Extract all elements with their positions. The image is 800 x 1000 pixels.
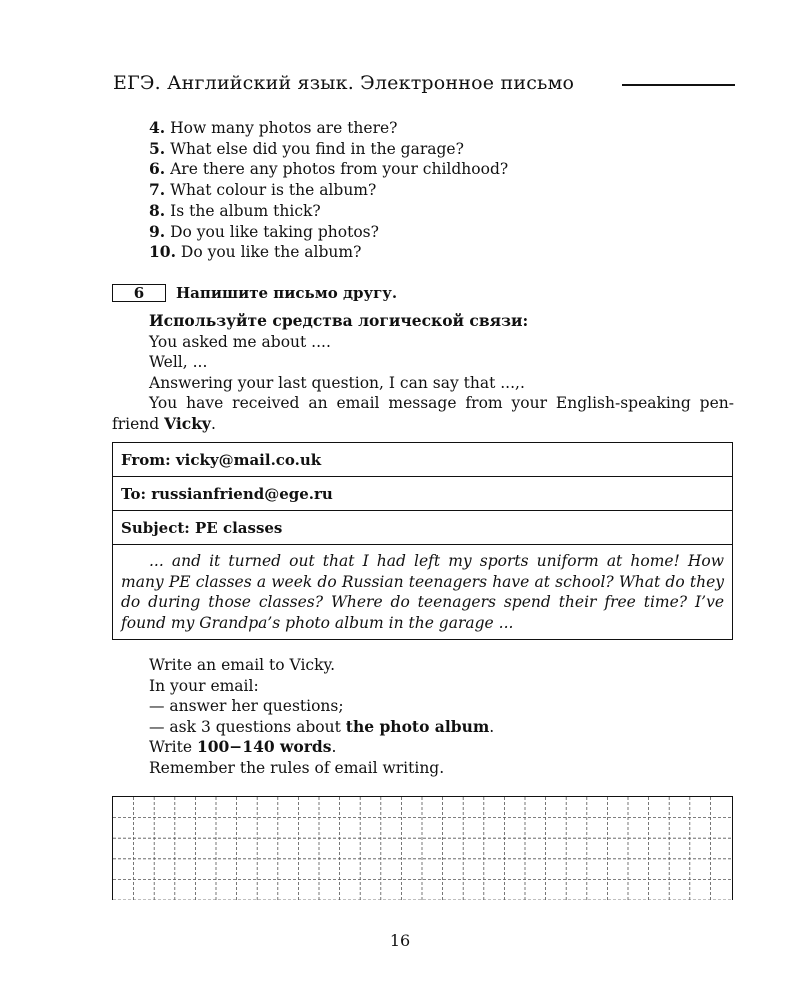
instruction-line: Remember the rules of email writing. bbox=[149, 758, 445, 777]
instruction-bold: 100−140 words bbox=[196, 737, 332, 757]
question-text: How many photos are there? bbox=[165, 119, 398, 137]
connector-line: Answering your last question, I can say that ...,. bbox=[149, 373, 525, 392]
instruction-text: . bbox=[489, 717, 495, 736]
intro-end: . bbox=[210, 414, 216, 433]
instruction-text: Write bbox=[149, 738, 197, 757]
instruction-line: — answer her questions; bbox=[149, 697, 344, 716]
instruction-line bbox=[149, 717, 494, 738]
task-title: Напишите письмо другу. bbox=[176, 284, 398, 302]
question-text: What else did you find in the garage? bbox=[165, 139, 464, 158]
question-item bbox=[149, 139, 508, 160]
question-number: 10. bbox=[149, 242, 176, 262]
task-number-box: 6 bbox=[112, 284, 166, 302]
question-item bbox=[149, 242, 508, 263]
question-number: 7. bbox=[149, 180, 166, 200]
question-number: 6. bbox=[149, 159, 166, 179]
question-text: What colour is the album? bbox=[165, 181, 377, 200]
connectors-heading: Используйте средства логической связи: bbox=[149, 311, 529, 330]
instruction-bold: the photo album bbox=[345, 716, 490, 736]
email-box bbox=[112, 442, 733, 640]
page-header-title: ЕГЭ. Английский язык. Электронное письмо bbox=[113, 72, 575, 94]
connector-line: You asked me about .... bbox=[149, 332, 331, 351]
instruction-line bbox=[149, 737, 494, 758]
email-to: To: russianfriend@ege.ru bbox=[113, 477, 732, 511]
intro-text: You have received an email message from your English-speaking pen-friend bbox=[112, 394, 734, 433]
connector-line: Well, ... bbox=[149, 353, 208, 371]
task-heading bbox=[112, 283, 397, 303]
answer-grid-lines bbox=[113, 797, 731, 900]
connectors-block bbox=[149, 311, 528, 393]
question-text: Do you like taking photos? bbox=[165, 222, 379, 241]
email-subject: Subject: PE classes bbox=[113, 511, 732, 545]
header-rule bbox=[622, 84, 735, 86]
question-text: Are there any photos from your childhood? bbox=[165, 160, 509, 179]
instructions-block bbox=[149, 655, 494, 779]
question-text: Is the album thick? bbox=[165, 201, 321, 220]
question-item bbox=[149, 118, 508, 139]
intro-name: Vicky bbox=[164, 413, 211, 433]
question-number: 8. bbox=[149, 200, 166, 220]
answer-grid[interactable] bbox=[112, 796, 733, 900]
question-number: 9. bbox=[149, 221, 166, 241]
question-number: 5. bbox=[149, 138, 166, 158]
question-item bbox=[149, 201, 508, 222]
question-number: 4. bbox=[149, 118, 166, 137]
question-text: Do you like the album? bbox=[175, 243, 362, 262]
question-item bbox=[149, 222, 508, 243]
instruction-text: . bbox=[331, 738, 337, 757]
question-item bbox=[149, 159, 508, 180]
instruction-text: — ask 3 questions about bbox=[149, 717, 346, 736]
instruction-line: In your email: bbox=[149, 676, 259, 695]
question-item bbox=[149, 180, 508, 201]
email-body: ... and it turned out that I had left my sports uniform at home! How many PE classes a week do Russian teenagers have at school? What do they do during those classes? Where do teenagers spend their free time? I’ve found my Grandpa’s photo album in the garage ... bbox=[121, 552, 724, 632]
email-from: From: vicky@mail.co.uk bbox=[113, 443, 732, 477]
question-list bbox=[149, 118, 508, 263]
instruction-line: Write an email to Vicky. bbox=[149, 656, 336, 674]
page-number: 16 bbox=[389, 931, 411, 950]
task-intro bbox=[112, 393, 734, 434]
